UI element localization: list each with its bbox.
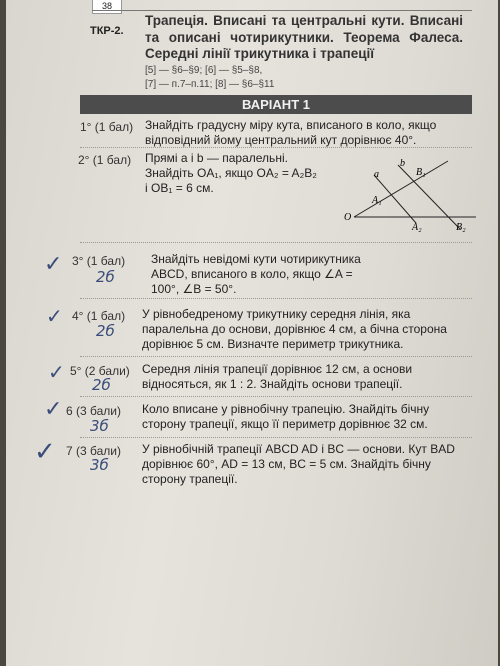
task-5-text: Середня лінія трапеції дорівнює 12 см, а основи відносяться, як 1 : 2. Знайдіть основи трапеції. xyxy=(142,362,413,391)
references-line-2: [7] — п.7–п.11; [8] — §6–§11 xyxy=(145,79,275,90)
label-a2: A₂ xyxy=(412,222,422,233)
parallel-lines-diagram xyxy=(328,155,478,240)
divider xyxy=(80,242,472,243)
divider xyxy=(80,437,472,438)
task-2-line-1: Прямі a і b — паралельні. xyxy=(145,151,288,165)
task-4-text: У рівнобедреному трикутнику середня лінія, яка паралельна до основи, дорівнює 4 см, а бічна сторона дорівнює 5 см. Визначте периметр трикутника. xyxy=(142,307,447,351)
task-4-number: 4° (1 бал) xyxy=(72,309,126,323)
ray-oy xyxy=(354,161,448,217)
task-6-number: 6 (3 бали) xyxy=(66,404,121,418)
test-code: ТКР-2. xyxy=(90,25,124,37)
divider xyxy=(80,298,472,299)
task-2-text xyxy=(145,151,345,196)
check-mark: ✓ xyxy=(48,360,65,384)
task-2-line-2: Знайдіть OA₁, якщо OA₂ = A₂B₂ xyxy=(145,166,317,180)
check-mark: ✓ xyxy=(34,437,56,467)
task-1-number: 1° (1 бал) xyxy=(80,120,134,134)
task-7-text: У рівнобічній трапеції ABCD AD і BC — основи. Кут BAD дорівнює 60°, AD = 13 см, BC = 5 см. Знайдіть бічну сторону трапеції. xyxy=(142,442,455,486)
check-mark: ✓ xyxy=(44,252,63,277)
grade-mark: 3б xyxy=(90,417,109,435)
check-mark: ✓ xyxy=(46,304,63,328)
task-1-text: Знайдіть градусну міру кута, вписаного в коло, якщо відповідний йому центральний кут дорівнює 40°. xyxy=(145,118,437,147)
task-3-number: 3° (1 бал) xyxy=(72,254,126,268)
task-6-text: Коло вписане у рівнобічну трапецію. Знайдіть бічну сторону трапеції, якщо її периметр дорівнює 32 см. xyxy=(142,402,430,431)
check-mark: ✓ xyxy=(44,397,63,422)
task-2-number: 2° (1 бал) xyxy=(78,153,132,167)
page-title: Трапеція. Вписані та центральні кути. Вписані та описані чотирикутники. Теорема Фалеса. Середні лінії трикутника і трапеції xyxy=(145,13,463,61)
page-number: 38 xyxy=(92,0,122,14)
grade-mark: 2б xyxy=(96,268,115,286)
task-3-text: Знайдіть невідомі кути чотирикутника ABCD, вписаного в коло, якщо ∠A = 100°, ∠B = 50°. xyxy=(151,252,361,296)
label-b2: B₂ xyxy=(456,222,466,233)
worksheet-page xyxy=(6,0,498,666)
grade-mark: 3б xyxy=(90,456,109,474)
label-o: O xyxy=(344,212,352,223)
top-rule xyxy=(92,10,472,11)
divider xyxy=(80,356,472,357)
references xyxy=(145,64,274,92)
label-b: b xyxy=(400,158,405,169)
divider xyxy=(80,147,472,148)
task-7-number: 7 (3 бали) xyxy=(66,444,121,458)
references-line-1: [5] — §6–§9; [6] — §5–§8, xyxy=(145,65,263,76)
divider xyxy=(80,396,472,397)
grade-mark: 2б xyxy=(92,376,111,394)
label-b1: B₁ xyxy=(416,167,426,178)
label-a: a xyxy=(374,169,379,180)
label-a1: A₁ xyxy=(372,195,382,206)
variant-banner: ВАРІАНТ 1 xyxy=(80,95,472,114)
task-5-number: 5° (2 бали) xyxy=(70,364,130,378)
grade-mark: 2б xyxy=(96,322,115,340)
task-2-line-3: і OB₁ = 6 см. xyxy=(145,181,214,195)
line-b xyxy=(398,165,460,229)
